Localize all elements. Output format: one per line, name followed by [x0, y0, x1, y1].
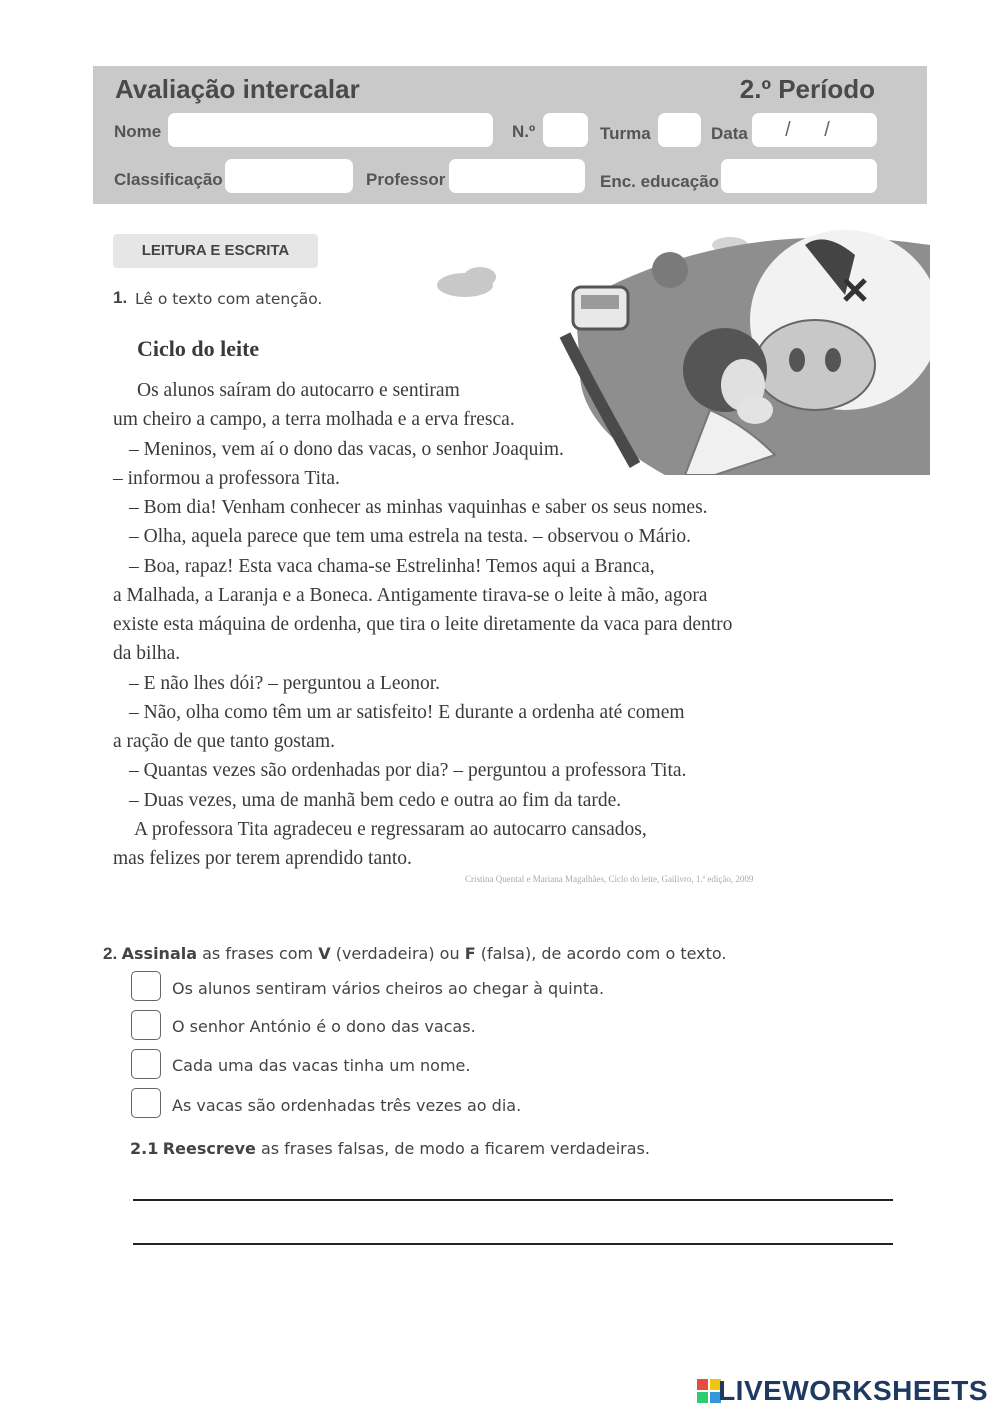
header-panel — [93, 66, 927, 204]
data-label: Data — [711, 124, 748, 143]
professor-field[interactable] — [449, 159, 585, 193]
tree-icon — [652, 252, 688, 288]
brand-wordmark: LIVEWORKSHEETS — [718, 1375, 988, 1406]
answer-line[interactable] — [133, 1199, 893, 1201]
story-line: a Malhada, a Laranja e a Boneca. Antigamente tirava-se o leite à mão, agora — [113, 585, 708, 606]
story-line: – Olha, aquela parece que tem uma estrela na testa. – observou o Mário. — [129, 526, 692, 547]
q2-instruction — [103, 944, 727, 964]
turma-field[interactable] — [658, 113, 701, 147]
answer-checkbox[interactable] — [131, 971, 161, 1001]
answer-line[interactable] — [133, 1243, 893, 1245]
q2-1-text: as frases falsas, de modo a ficarem verdadeiras. — [255, 1139, 650, 1158]
story-line: – Não, olha como têm um ar satisfeito! E durante a ordenha até comem — [129, 702, 685, 723]
story-line: existe esta máquina de ordenha, que tira o leite diretamente da vaca para dentro — [113, 614, 733, 635]
classificacao-field[interactable] — [225, 159, 353, 193]
story-line: A professora Tita agradeceu e regressaram ao autocarro cansados, — [134, 819, 647, 840]
numero-label: N.º — [512, 122, 536, 141]
nome-label: Nome — [114, 122, 162, 141]
statement: Os alunos sentiram vários cheiros ao chegar à quinta. — [172, 979, 605, 998]
nome-field[interactable] — [168, 113, 493, 147]
statement: As vacas são ordenhadas três vezes ao dia. — [172, 1096, 522, 1115]
story-title: Ciclo do leite — [137, 336, 260, 361]
q2-number: 2. — [103, 944, 118, 963]
period-label: 2.º Período — [739, 74, 875, 104]
story-line: – Boa, rapaz! Esta vaca chama-se Estrelinha! Temos aqui a Branca, — [129, 556, 655, 577]
numero-field[interactable] — [543, 113, 588, 147]
statement: Cada uma das vacas tinha um nome. — [172, 1056, 471, 1075]
story-line: – Quantas vezes são ordenhadas por dia? – perguntou a professora Tita. — [129, 760, 687, 781]
q2-1-number: 2.1 — [130, 1139, 159, 1158]
q2-v: V — [318, 944, 331, 963]
answer-checkbox[interactable] — [131, 1010, 161, 1040]
section-tag: LEITURA E ESCRITA — [113, 234, 318, 268]
story-line: um cheiro a campo, a terra molhada e a erva fresca. — [113, 409, 515, 430]
enc-educacao-field[interactable] — [721, 159, 877, 193]
q2-text-c: (falsa), de acordo com o texto. — [475, 944, 727, 963]
source-credit: Cristina Quental e Mariana Magalhães, Ciclo do leite, Gailivro, 1.ª edição, 2009 — [465, 874, 754, 884]
classificacao-label: Classificação — [114, 170, 223, 189]
answer-checkbox[interactable] — [131, 1088, 161, 1118]
q2-text-b: (verdadeira) ou — [330, 944, 465, 963]
assessment-title: Avaliação intercalar — [115, 74, 360, 104]
story-line: – Bom dia! Venham conhecer as minhas vaquinhas e saber os seus nomes. — [129, 497, 708, 518]
q2-1-instruction — [130, 1139, 650, 1159]
story-line: – E não lhes dói? – perguntou a Leonor. — [129, 673, 441, 694]
farm-illustration — [425, 225, 930, 475]
answer-checkbox[interactable] — [131, 1049, 161, 1079]
enc-educacao-label: Enc. educação — [600, 172, 720, 191]
professor-label: Professor — [366, 170, 446, 189]
q2-f: F — [464, 944, 476, 963]
story-line: – Duas vezes, uma de manhã bem cedo e outra ao fim da tarde. — [129, 790, 622, 811]
story-line: – Meninos, vem aí o dono das vacas, o senhor Joaquim. — [129, 439, 564, 460]
turma-label: Turma — [600, 124, 651, 143]
q1-instruction: Lê o texto com atenção. — [135, 290, 323, 308]
story-line: a ração de que tanto gostam. — [113, 731, 335, 752]
q2-1-verb: Reescreve — [162, 1139, 256, 1158]
q2-text-a: as frases com — [197, 944, 319, 963]
data-field[interactable]: / / — [752, 113, 877, 147]
q1-number: 1. — [113, 288, 128, 307]
story-line: Os alunos saíram do autocarro e sentiram — [137, 380, 460, 401]
story-line: mas felizes por terem aprendido tanto. — [113, 848, 412, 869]
q2-verb: Assinala — [121, 944, 198, 963]
story-line: – informou a professora Tita. — [113, 468, 340, 489]
story-line: da bilha. — [113, 643, 181, 664]
statement: O senhor António é o dono das vacas. — [172, 1017, 476, 1036]
